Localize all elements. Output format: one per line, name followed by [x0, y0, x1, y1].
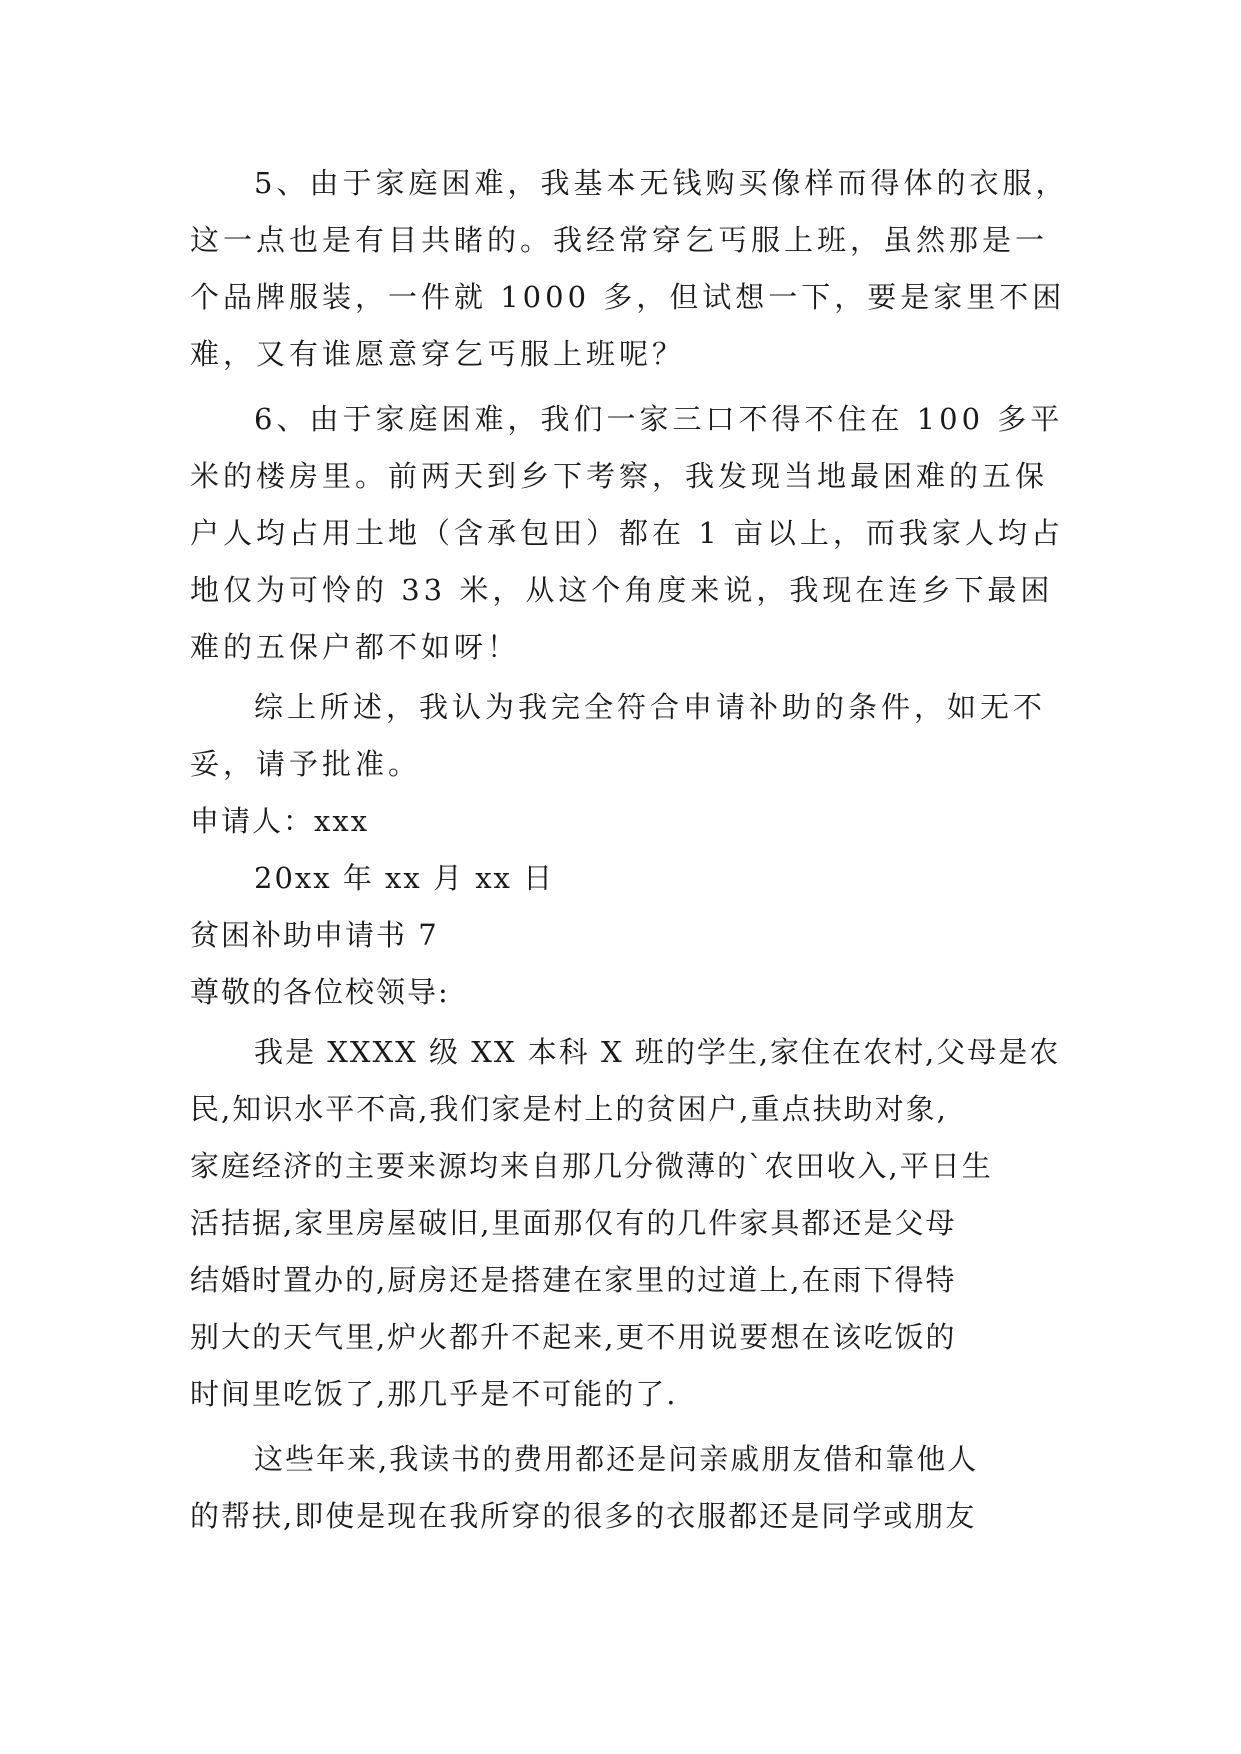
- document-body: [190, 155, 1069, 1545]
- text-line: 6、由于家庭困难，我们一家三口不得不住在 100 多平: [254, 402, 1064, 436]
- salutation: 尊敬的各位校领导:: [190, 975, 450, 1009]
- text-line: 妥，请予批准。: [190, 747, 422, 781]
- text-line: 户人均占用土地（含承包田）都在 1 亩以上，而我家人均占: [190, 516, 1064, 550]
- text-line: 别大的天气里,炉火都升不起来,更不用说要想在该吃饭的: [190, 1320, 957, 1354]
- text-line: 我是 XXXX 级 XX 本科 X 班的学生,家住在农村,父母是农: [254, 1035, 1061, 1069]
- text-line: 活拮据,家里房屋破旧,里面那仅有的几件家具都还是父母: [190, 1206, 957, 1240]
- text-line: 米的楼房里。前两天到乡下考察，我发现当地最困难的五保: [190, 459, 1049, 493]
- text-line: 这些年来,我读书的费用都还是问亲戚朋友借和靠他人: [254, 1442, 979, 1476]
- conclusion-paragraph: [190, 679, 1052, 793]
- text-line: 结婚时置办的,厨房还是搭建在家里的过道上,在雨下得特: [190, 1263, 957, 1297]
- text-line: 民,知识水平不高,我们家是村上的贫困户,重点扶助对象,: [190, 1092, 948, 1126]
- applicant-signature: 申请人：xxx: [190, 804, 370, 838]
- text-line: 这一点也是有目共睹的。我经常穿乞丐服上班，虽然那是一: [190, 223, 1049, 257]
- text-line: 的帮扶,即使是现在我所穿的很多的衣服都还是同学或朋友: [190, 1499, 977, 1533]
- text-line: 难，又有谁愿意穿乞丐服上班呢？: [190, 337, 686, 371]
- text-line: 个品牌服装，一件就 1000 多，但试想一下，要是家里不困: [190, 280, 1066, 314]
- application-date: 20xx 年 xx 月 xx 日: [254, 861, 555, 895]
- text-line: 家庭经济的主要来源均来自那几分微薄的`农田收入,平日生: [190, 1149, 993, 1183]
- text-line: 地仅为可怜的 33 米，从这个角度来说，我现在连乡下最困: [190, 573, 1054, 607]
- body-paragraph-1: [190, 1024, 1061, 1423]
- text-line: 综上所述，我认为我完全符合申请补助的条件，如无不: [254, 690, 1047, 724]
- next-document-title: 贫困补助申请书 7: [190, 918, 439, 952]
- paragraph-item-6: [190, 391, 1064, 676]
- text-line: 5、由于家庭困难，我基本无钱购买像样而得体的衣服，: [254, 166, 1069, 200]
- body-paragraph-2: [190, 1431, 1052, 1545]
- text-line: 难的五保户都不如呀！: [190, 630, 521, 664]
- paragraph-item-5: [190, 155, 1069, 383]
- text-line: 时间里吃饭了,那几乎是不可能的了.: [190, 1377, 678, 1411]
